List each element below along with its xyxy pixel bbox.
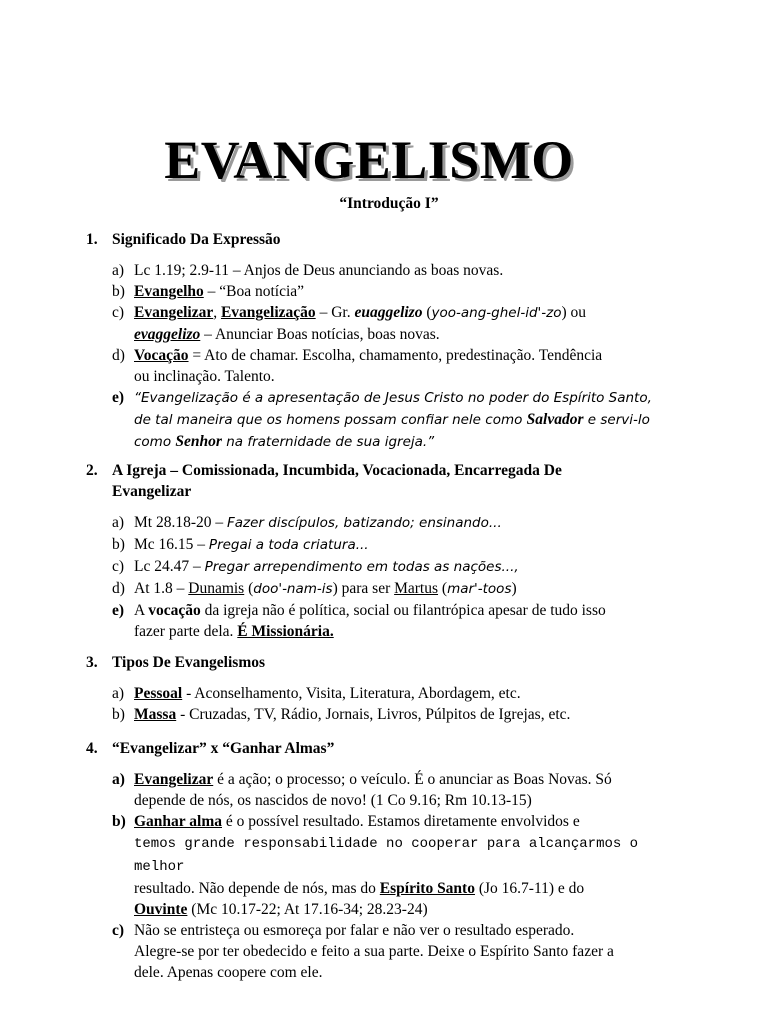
item-text: é a ação; o processo; o veículo. É o anunciar as Boas Novas. Só	[213, 771, 612, 788]
item-marker: b)	[112, 706, 125, 723]
list-item	[86, 600, 686, 642]
list-item	[86, 260, 686, 281]
item-text: (Jo 16.7-11) e do	[474, 880, 585, 897]
term-evangelizacao: Evangelização	[220, 304, 316, 321]
term-vocacao: vocação	[148, 602, 201, 619]
document-subtitle: “Introdução I”	[339, 195, 439, 212]
item-text: – “Boa notícia”	[203, 283, 305, 300]
section-title: “Evangelizar” x “Ganhar Almas”	[112, 740, 335, 757]
term-espirito-santo: Espírito Santo	[379, 880, 475, 897]
item-text: (	[244, 580, 254, 597]
item-marker: c)	[112, 922, 125, 939]
section-3	[86, 652, 686, 725]
term-missionaria: É Missionária.	[237, 623, 334, 640]
item-text: ,	[213, 304, 221, 321]
item-text: resultado. Não depende de nós, mas do	[134, 880, 380, 897]
item-text: dele. Apenas coopere com ele.	[134, 964, 323, 981]
item-marker: e)	[112, 389, 125, 406]
item-text: Mt 28.18-20 –	[134, 514, 227, 531]
document-title: EVANGELISMO	[164, 130, 574, 190]
term-massa: Massa	[134, 706, 177, 723]
greek-term: euaggelizo	[354, 304, 423, 321]
quote-text: Fazer discípulos, batizando; ensinando...	[227, 515, 502, 531]
list-item	[86, 534, 686, 556]
term-senhor: Senhor	[175, 433, 222, 450]
section-heading	[86, 460, 686, 502]
list-item	[86, 920, 686, 983]
term-ganhar-alma: Ganhar alma	[134, 813, 222, 830]
item-text: Não se entristeça ou esmoreça por falar e não ver o resultado esperado.	[134, 922, 575, 939]
item-text: temos grande responsabilidade no cooperar para alcançarmos o melhor	[134, 836, 639, 875]
list-item	[86, 556, 686, 578]
list-item	[86, 811, 686, 920]
item-marker: a)	[112, 771, 125, 788]
item-text: ) para ser	[332, 580, 395, 597]
quote-text: na fraternidade de sua igreja.”	[221, 434, 435, 450]
list-item	[86, 302, 686, 345]
term-vocacao: Vocação	[134, 347, 189, 364]
item-marker: b)	[112, 283, 125, 300]
term-salvador: Salvador	[526, 411, 584, 428]
pronunciation: doo'-nam-is	[253, 581, 333, 597]
item-marker: a)	[112, 262, 125, 279]
item-marker: d)	[112, 347, 125, 364]
item-text: Lc 24.47 –	[134, 558, 205, 575]
term-pessoal: Pessoal	[134, 685, 183, 702]
section-title: Tipos De Evangelismos	[112, 654, 266, 671]
section-title: A Igreja – Comissionada, Incumbida, Vocacionada, Encarregada De	[112, 462, 562, 479]
list-item	[86, 281, 686, 302]
term-evangelho: Evangelho	[134, 283, 204, 300]
section-heading	[86, 229, 686, 250]
section-title: Significado Da Expressão	[112, 231, 281, 248]
item-text: ) ou	[561, 304, 587, 321]
item-marker: c)	[112, 304, 125, 321]
section-number: 3.	[86, 654, 98, 671]
section-number: 1.	[86, 231, 98, 248]
section-number: 4.	[86, 740, 98, 757]
term-evangelizar: Evangelizar	[134, 304, 214, 321]
pronunciation: mar'-toos	[447, 581, 512, 597]
item-text: ou inclinação. Talento.	[134, 368, 275, 385]
item-text: da igreja não é política, social ou filantrópica apesar de tudo isso	[200, 602, 606, 619]
item-text: - Cruzadas, TV, Rádio, Jornais, Livros, Púlpitos de Igrejas, etc.	[176, 706, 571, 723]
list-item	[86, 704, 686, 725]
item-text: fazer parte dela.	[134, 623, 238, 640]
term-ouvinte: Ouvinte	[134, 901, 188, 918]
list-item	[86, 387, 686, 453]
quote-text: “Evangelização é a apresentação de Jesus Cristo no poder do Espírito Santo,	[134, 390, 652, 406]
term-martus: Martus	[394, 580, 439, 597]
quote-text: e servi-lo	[583, 412, 650, 428]
item-text: depende de nós, os nascidos de novo! (1 Co 9.16; Rm 10.13-15)	[134, 792, 532, 809]
item-marker: e)	[112, 602, 125, 619]
section-heading	[86, 738, 686, 759]
item-text: A	[134, 602, 149, 619]
item-text: – Anunciar Boas notícias, boas novas.	[200, 326, 440, 343]
item-text: Mc 16.15 –	[134, 536, 209, 553]
greek-term: evaggelizo	[134, 326, 201, 343]
item-text: (	[422, 304, 432, 321]
item-marker: a)	[112, 685, 125, 702]
item-text: )	[511, 580, 517, 597]
item-text: – Gr.	[315, 304, 355, 321]
list-item	[86, 345, 686, 387]
quote-text: Pregai a toda criatura...	[208, 537, 369, 553]
item-text: Alegre-se por ter obedecido e feito a sua parte. Deixe o Espírito Santo fazer a	[134, 943, 614, 960]
item-text: = Ato de chamar. Escolha, chamamento, predestinação. Tendência	[188, 347, 603, 364]
item-marker: a)	[112, 514, 125, 531]
list-item	[86, 512, 686, 534]
list-item	[86, 683, 686, 704]
item-text: Lc 1.19; 2.9-11 – Anjos de Deus anunciando as boas novas.	[134, 262, 504, 279]
item-marker: b)	[112, 813, 126, 830]
item-text: At 1.8 –	[134, 580, 189, 597]
term-evangelizar: Evangelizar	[134, 771, 214, 788]
section-heading	[86, 652, 686, 673]
list-item	[86, 578, 686, 600]
section-2	[86, 460, 686, 642]
item-text: é o possível resultado. Estamos diretamente envolvidos e	[222, 813, 580, 830]
section-number: 2.	[86, 462, 98, 479]
section-4	[86, 738, 686, 983]
pronunciation: yoo-ang-ghel-id'-zo	[431, 305, 562, 321]
item-marker: c)	[112, 558, 125, 575]
section-1	[86, 229, 686, 453]
item-text: (	[438, 580, 448, 597]
list-item	[86, 769, 686, 811]
quote-text: Pregar arrependimento em todas as nações...,	[204, 559, 519, 575]
item-marker: b)	[112, 536, 125, 553]
term-dunamis: Dunamis	[188, 580, 245, 597]
section-title: Evangelizar	[112, 483, 192, 500]
item-text: (Mc 10.17-22; At 17.16-34; 28.23-24)	[187, 901, 428, 918]
quote-text: como	[134, 434, 176, 450]
quote-text: de tal maneira que os homens possam confiar nele como	[134, 412, 527, 428]
item-text: - Aconselhamento, Visita, Literatura, Abordagem, etc.	[182, 685, 521, 702]
item-marker: d)	[112, 580, 125, 597]
